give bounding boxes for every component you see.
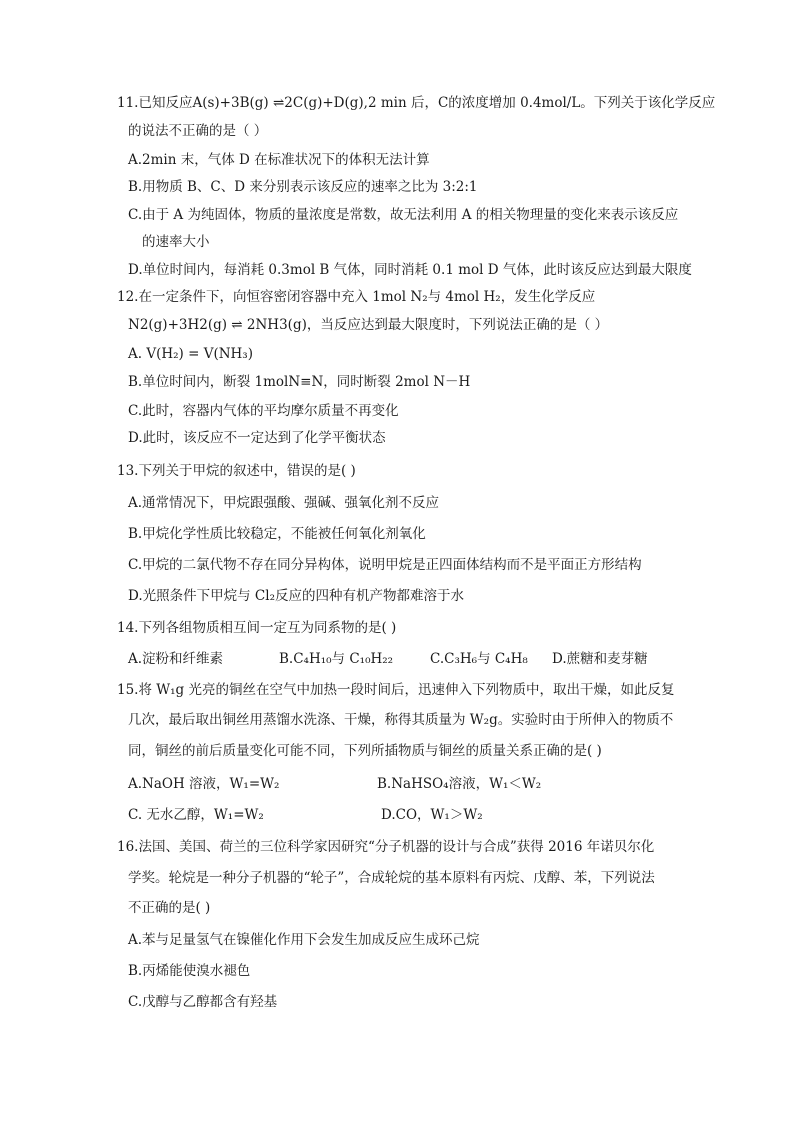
q15-stem-line-1: 15.将 W₁g 光亮的铜丝在空气中加热一段时间后，迅速伸入下列物质中，取出干燥，如此反复 [117, 682, 675, 698]
q16-option-a: A.苯与足量氢气在镍催化作用下会发生加成反应生成环己烷 [128, 932, 480, 948]
q16-stem-line-1: 16.法国、美国、荷兰的三位科学家因研究“分子机器的设计与合成”获得 2016 年诺贝尔化 [117, 839, 655, 855]
q16-option-c: C.戊醇与乙醇都含有羟基 [128, 994, 278, 1010]
q13-stem: 13.下列关于甲烷的叙述中，错误的是( ) [117, 463, 356, 479]
q15-option-a: A.NaOH 溶液，W₁=W₂ [128, 776, 280, 792]
q15-stem-line-3: 同，铜丝的前后质量变化可能不同，下列所插物质与铜丝的质量关系正确的是( ) [128, 743, 602, 759]
q14-option-d: D.蔗糖和麦芽糖 [552, 651, 648, 667]
q12-option-d: D.此时，该反应不一定达到了化学平衡状态 [128, 430, 386, 446]
q14-stem: 14.下列各组物质相互间一定互为同系物的是( ) [117, 620, 397, 636]
q13-option-a: A.通常情况下，甲烷跟强酸、强碱、强氧化剂不反应 [128, 495, 440, 511]
q11-option-b: B.用物质 B、C、D 来分别表示该反应的速率之比为 3:2:1 [128, 179, 478, 195]
q14-option-a: A.淀粉和纤维素 [128, 651, 224, 667]
q15-stem-line-2: 几次，最后取出铜丝用蒸馏水洗涤、干燥，称得其质量为 W₂g。实验时由于所伸入的物质不 [128, 712, 674, 728]
q12-stem-line-1: 12.在一定条件下，向恒容密闭容器中充入 1mol N₂与 4mol H₂，发生化学反应 [117, 289, 596, 305]
q16-stem-line-3: 不正确的是( ) [128, 900, 211, 916]
q13-option-d: D.光照条件下甲烷与 Cl₂反应的四种有机产物都难溶于水 [128, 588, 464, 604]
q13-option-c: C.甲烷的二氯代物不存在同分异构体，说明甲烷是正四面体结构而不是平面正方形结构 [128, 557, 642, 573]
q11-option-c: C.由于 A 为纯固体，物质的量浓度是常数，故无法利用 A 的相关物理量的变化来表示该反应 [128, 207, 679, 223]
q15-option-c: C. 无水乙醇，W₁=W₂ [128, 807, 264, 823]
q16-option-b: B.丙烯能使溴水褪色 [128, 963, 251, 979]
q11-option-a: A.2min 末，气体 D 在标准状况下的体积无法计算 [128, 152, 430, 168]
q12-option-c: C.此时，容器内气体的平均摩尔质量不再变化 [128, 403, 399, 419]
q15-option-d: D.CO，W₁＞W₂ [381, 807, 483, 823]
q12-option-b: B.单位时间内，断裂 1molN≡N，同时断裂 2mol N－H [128, 374, 471, 390]
q14-option-c: C.C₃H₆与 C₄H₈ [430, 651, 528, 667]
q12-option-a: A. V(H₂) = V(NH₃) [128, 346, 253, 362]
q11-option-d: D.单位时间内，每消耗 0.3mol B 气体，同时消耗 0.1 mol D 气体，此时该反应达到最大限度 [128, 262, 692, 278]
q13-option-b: B.甲烷化学性质比较稳定，不能被任何氧化剂氧化 [128, 526, 426, 542]
q15-option-b: B.NaHSO₄溶液，W₁＜W₂ [377, 776, 542, 792]
q11-stem-line-1: 11.已知反应A(s)+3B(g) ⇌2C(g)+D(g),2 min 后，C的浓度增加 0.4mol/L。下列关于该化学反应 [117, 95, 716, 111]
q16-stem-line-2: 学奖。轮烷是一种分子机器的“轮子”，合成轮烷的基本原料有丙烷、戊醇、苯，下列说法 [128, 870, 655, 886]
q11-option-c-cont: 的速率大小 [142, 234, 210, 250]
q14-option-b: B.C₄H₁₀与 C₁₀H₂₂ [279, 651, 394, 667]
q11-stem-line-2: 的说法不正确的是（ ） [128, 123, 268, 139]
q12-stem-line-2: N2(g)+3H2(g) ⇌ 2NH3(g)，当反应达到最大限度时，下列说法正确的是（ ） [128, 317, 609, 333]
